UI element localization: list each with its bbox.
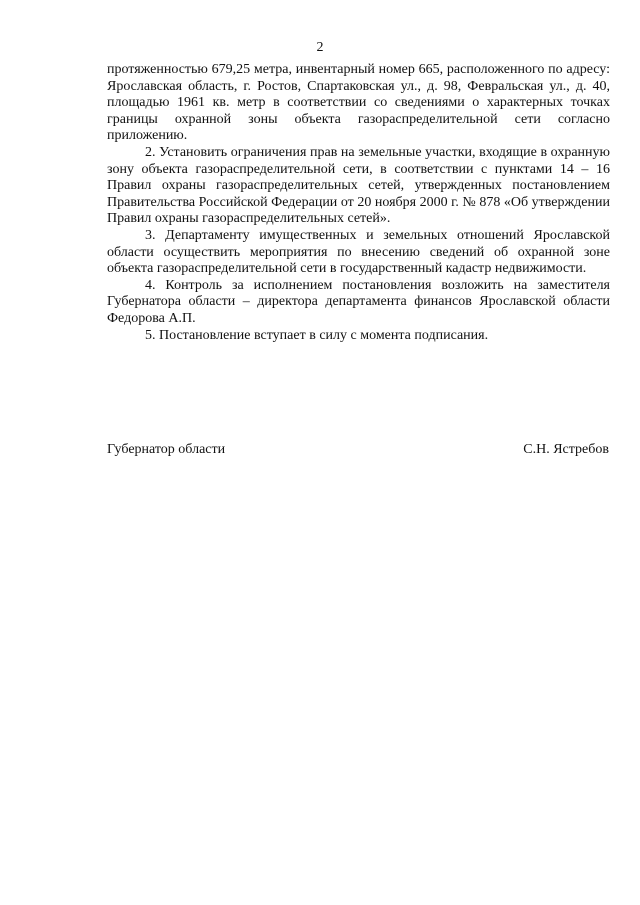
page-number: 2	[316, 40, 324, 55]
signatory-position: Губернатор области	[107, 442, 226, 457]
signatory-name: С.Н. Ястребов	[523, 442, 609, 457]
signature-block	[107, 442, 609, 458]
paragraph-item-4: 4. Контроль за исполнением постановления возложить на заместителя Губернатора области – директора департамента финансов Ярославской области Федорова А.П.	[107, 277, 610, 326]
paragraph-item-3: 3. Департаменту имущественных и земельных отношений Ярославской области осуществить мероприятия по внесению сведений об охранной зоне объекта газораспределительной сети в государственный кадастр недвижимости.	[107, 227, 610, 277]
document-body	[107, 62, 610, 344]
paragraph-continuation: протяженностью 679,25 метра, инвентарный номер 665, расположенного по адресу: Ярославская область, г. Ростов, Спартаковская ул., д. 98, Февральская ул., д. 40, площадью 1961 кв. метр в соответствии со сведениями о характерных точках границы охранной зоны объекта газораспределительной сети согласно приложению.	[107, 62, 610, 144]
paragraph-item-2: 2. Установить ограничения прав на земельные участки, входящие в охранную зону объекта газораспределительной сети, в соответствии с пунктами 14 – 16 Правил охраны газораспределительных сетей, утвержденных постановлением Правительства Российской Федерации от 20 ноября 2000 г. № 878 «Об утверждении Правил охраны газораспределительных сетей».	[107, 144, 610, 227]
paragraph-item-5: 5. Постановление вступает в силу с момента подписания.	[145, 327, 489, 343]
